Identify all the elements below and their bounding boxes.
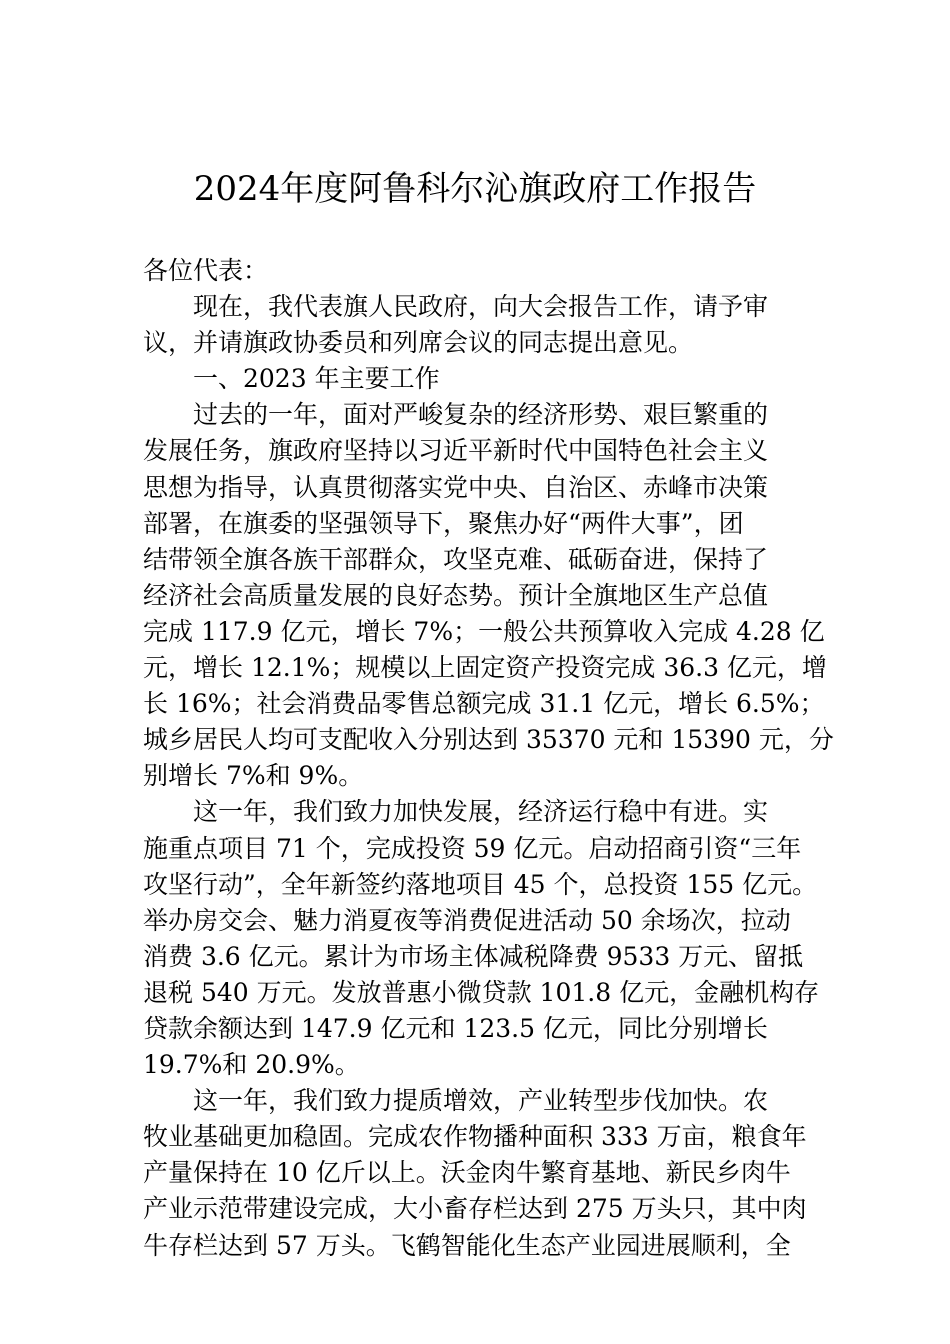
paragraph-line: 牛存栏达到 57 万头。飞鹤智能化生态产业园进展顺利，全 [143, 1230, 791, 1260]
paragraph-line: 产业示范带建设完成，大小畜存栏达到 275 万头只，其中肉 [143, 1194, 807, 1224]
section-heading: 一、2023 年主要工作 [193, 364, 440, 394]
paragraph-line: 议，并请旗政协委员和列席会议的同志提出意见。 [143, 328, 694, 358]
paragraph-line: 这一年，我们致力加快发展，经济运行稳中有进。实 [193, 797, 769, 827]
paragraph-line: 别增长 7%和 9%。 [143, 761, 364, 791]
paragraph-line: 消费 3.6 亿元。累计为市场主体减税降费 9533 万元、留抵 [143, 941, 804, 971]
paragraph-line: 结带领全旗各族干部群众，攻坚克难、砥砺奋进，保持了 [143, 544, 769, 574]
paragraph-line: 元，增长 12.1%；规模以上固定资产投资完成 36.3 亿元，增 [143, 653, 827, 683]
paragraph-line: 退税 540 万元。发放普惠小微贷款 101.8 亿元，金融机构存 [143, 977, 820, 1007]
paragraph-line: 完成 117.9 亿元，增长 7%；一般公共预算收入完成 4.28 亿 [143, 616, 825, 646]
paragraph-line: 产量保持在 10 亿斤以上。沃金肉牛繁育基地、新民乡肉牛 [143, 1158, 791, 1188]
paragraph-line: 过去的一年，面对严峻复杂的经济形势、艰巨繁重的 [193, 400, 769, 430]
paragraph-line: 思想为指导，认真贯彻落实党中央、自治区、赤峰市决策 [143, 472, 769, 502]
paragraph-line: 牧业基础更加稳固。完成农作物播种面积 333 万亩，粮食年 [143, 1122, 807, 1152]
paragraph-line: 城乡居民人均可支配收入分别达到 35370 元和 15390 元，分 [143, 725, 834, 755]
salutation-line: 各位代表： [143, 256, 269, 285]
paragraph-line: 贷款余额达到 147.9 亿元和 123.5 亿元，同比分别增长 [143, 1013, 768, 1043]
paragraph-line: 施重点项目 71 个，完成投资 59 亿元。启动招商引资“三年 [143, 833, 802, 863]
paragraph-line: 这一年，我们致力提质增效，产业转型步伐加快。农 [193, 1086, 769, 1116]
paragraph-line: 经济社会高质量发展的良好态势。预计全旗地区生产总值 [143, 580, 769, 610]
paragraph-line: 举办房交会、魅力消夏夜等消费促进活动 50 余场次，拉动 [143, 905, 791, 935]
paragraph-line: 攻坚行动”，全年新签约落地项目 45 个，总投资 155 亿元。 [143, 869, 818, 899]
paragraph-line: 部署，在旗委的坚强领导下，聚焦办好“两件大事”，团 [143, 508, 744, 538]
paragraph-line: 现在，我代表旗人民政府，向大会报告工作，请予审 [193, 292, 769, 322]
paragraph-line: 长 16%；社会消费品零售总额完成 31.1 亿元，增长 6.5%； [143, 689, 825, 719]
document-body [143, 253, 834, 1264]
paragraph-line: 发展任务，旗政府坚持以习近平新时代中国特色社会主义 [143, 436, 769, 466]
paragraph-line: 19.7%和 20.9%。 [143, 1050, 360, 1080]
document-title: 2024年度阿鲁科尔沁旗政府工作报告 [193, 169, 757, 209]
